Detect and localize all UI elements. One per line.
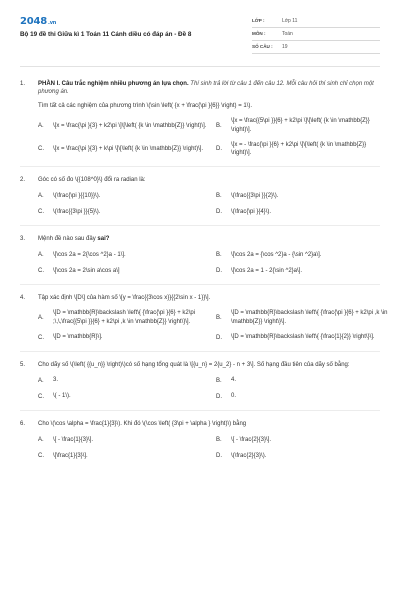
option-letter: D. <box>216 146 222 153</box>
answer-option-d[interactable] <box>216 266 388 276</box>
question-text: Cho dãy số \(\left( {{u_n}} \right)\)có số hạng tổng quát là \[{u_n} = 2{u_2} - n + 3\]. Số hạng đầu tiên của dãy số bằng: <box>38 361 350 368</box>
option-text: \[\cos 2a = {\cos ^2}a - {\sin ^2}a\]. <box>231 251 322 258</box>
option-text: \[\cos 2a = 2{\cos ^2}a - 1\]. <box>53 251 126 258</box>
option-letter: C. <box>38 393 44 400</box>
answer-option-a[interactable] <box>38 191 210 201</box>
meta-row-grade <box>252 15 380 28</box>
answer-option-c[interactable] <box>38 451 210 461</box>
question-divider <box>20 284 380 285</box>
option-letter: B. <box>216 436 222 443</box>
answer-option-c[interactable] <box>38 392 210 402</box>
answer-options <box>20 117 380 158</box>
answer-option-b[interactable] <box>216 191 388 201</box>
option-letter: C. <box>38 146 44 153</box>
answer-options <box>20 376 380 402</box>
answer-option-a[interactable] <box>38 117 210 134</box>
meta-key: LỚP : <box>252 17 265 23</box>
document-meta <box>252 15 380 54</box>
option-text: \[x = - \frac{\pi }{6} + k2\pi \]\[\left( {k \in \mathbb{Z}} \right)\]. <box>231 141 367 157</box>
option-letter: B. <box>216 122 222 129</box>
option-letter: B. <box>216 377 222 384</box>
option-text: \[D = \mathbb{R}\backslash \left\{ {\frac{1}{2}} \right\}\]. <box>231 334 375 341</box>
answer-option-d[interactable] <box>216 451 388 461</box>
option-letter: B. <box>216 314 222 321</box>
question-5 <box>20 361 380 369</box>
meta-key: MÔN : <box>252 30 266 36</box>
logo-suffix: .vn <box>48 20 57 26</box>
question-6 <box>20 420 380 428</box>
option-text: 3. <box>53 377 59 384</box>
question-number: 5. <box>20 361 26 368</box>
option-text: \[D = \mathbb{R}\]. <box>53 334 103 341</box>
question-3 <box>20 235 380 243</box>
option-text: \[\cos 2a = 2\sin a\cos a\] <box>53 267 120 274</box>
question-divider <box>20 166 380 167</box>
answer-option-b[interactable] <box>216 117 388 134</box>
answer-option-c[interactable] <box>38 266 210 276</box>
answer-option-a[interactable] <box>38 250 210 260</box>
option-text: \[ - \frac{2}{3}\]. <box>231 436 272 443</box>
option-text: \[x = \frac{\pi }{3} + k2\pi \]\[\left( {k \in \mathbb{Z}} \right)\]. <box>53 122 207 129</box>
option-letter: B. <box>216 252 222 259</box>
question-number: 3. <box>20 236 26 243</box>
answer-option-c[interactable] <box>38 333 210 343</box>
option-letter: C. <box>38 268 44 275</box>
option-text: 0. <box>231 393 237 400</box>
option-letter: D. <box>216 209 222 216</box>
option-text: \(\frac{{3\pi }}{2}\). <box>231 192 279 199</box>
option-letter: C. <box>38 334 44 341</box>
answer-option-b[interactable] <box>216 309 388 326</box>
option-letter: A. <box>38 122 44 129</box>
site-logo[interactable] <box>20 15 56 29</box>
answer-options <box>20 250 380 276</box>
option-text: \(\frac{2}{3}\). <box>231 452 267 459</box>
question-text-plain: Mệnh đề nào sau đây <box>38 236 98 243</box>
answer-option-d[interactable] <box>216 333 388 343</box>
option-letter: D. <box>216 268 222 275</box>
meta-value: Lớp 11 <box>282 17 298 24</box>
option-text: \[x = \frac{\pi }{3} + k\pi \]\[\left( {k \in \mathbb{Z}} \right)\]. <box>53 146 204 152</box>
option-text: \[D = \mathbb{R}\backslash \left\{ {\frac{\pi }{6} + k2\pi ,k \in \mathbb{Z}} \right\}\]. <box>231 310 388 325</box>
question-divider <box>20 225 380 226</box>
question-divider <box>20 410 380 411</box>
answer-option-b[interactable] <box>216 250 388 260</box>
question-text <box>38 80 380 96</box>
answer-option-a[interactable] <box>38 435 210 445</box>
answer-option-a[interactable] <box>38 309 210 326</box>
option-letter: A. <box>38 436 44 443</box>
answer-options <box>20 309 388 342</box>
question-1 <box>20 80 380 96</box>
option-letter: C. <box>38 209 44 216</box>
option-letter: A. <box>38 193 44 200</box>
meta-row-subject <box>252 28 380 41</box>
option-text: \( - 1\). <box>53 393 71 400</box>
question-divider <box>20 351 380 352</box>
option-text: \[ - \frac{1}{3}\]. <box>53 436 94 443</box>
question-number: 4. <box>20 295 26 302</box>
document-header <box>0 0 400 66</box>
question-text: Cho \(\cos \alpha = \frac{1}{3}\). Khi đó \(\cos \left( {3\pi + \alpha } \right)\) bằng <box>38 420 247 427</box>
question-list <box>20 80 388 461</box>
question-text <box>38 235 380 243</box>
question-text-emphasis: sai? <box>97 236 110 243</box>
question-2 <box>20 176 380 184</box>
answer-options <box>20 191 380 217</box>
option-text: \[x = \frac{{5\pi }}{6} + k2\pi \]\[\left( {k \in \mathbb{Z}} \right)\]. <box>231 118 370 133</box>
answer-option-c[interactable] <box>38 207 210 217</box>
meta-value: Toán <box>282 30 293 37</box>
option-letter: C. <box>38 452 44 459</box>
meta-row-count <box>252 41 380 54</box>
option-text: \(\frac{{3\pi }}{5}\). <box>53 208 101 215</box>
option-letter: D. <box>216 393 222 400</box>
answer-option-a[interactable] <box>38 376 210 386</box>
option-text: \[D = \mathbb{R}\backslash \left\{ {\frac{\pi }{6} + k2\pi ;\,\,\frac{{5\pi }}{6} + k2\pi ,k \in \mathbb{Z}} \right\}\]. <box>53 310 196 325</box>
question-4 <box>20 294 380 302</box>
section-instruction: Thí sinh trả lời từ câu 1 đến câu 12. Mỗi câu hỏi thí sinh chỉ chọn một phương án. <box>38 81 374 96</box>
section-title: PHẦN I. Câu trắc nghiệm nhiều phương án lựa chọn. <box>38 81 189 87</box>
header-divider <box>20 66 380 67</box>
meta-key: SỐ CÂU : <box>252 43 273 49</box>
question-number: 1. <box>20 81 26 87</box>
answer-option-c[interactable] <box>38 141 210 158</box>
option-text: 4. <box>231 377 237 384</box>
option-text: \[\frac{1}{3}\]. <box>53 452 88 459</box>
answer-option-d[interactable] <box>216 207 388 217</box>
option-letter: D. <box>216 334 222 341</box>
question-text: Góc có số đo \({108^0}\) đổi ra radian là: <box>38 177 146 184</box>
answer-option-b[interactable] <box>216 376 388 386</box>
question-number: 2. <box>20 177 26 184</box>
option-text: \[\cos 2a = 1 - 2{\sin ^2}a\]. <box>231 267 303 274</box>
answer-options <box>20 435 380 461</box>
answer-option-d[interactable] <box>216 141 388 158</box>
answer-option-d[interactable] <box>216 392 388 402</box>
question-number: 6. <box>20 420 26 427</box>
option-letter: A. <box>38 252 44 259</box>
option-text: \(\frac{\pi }{4}\). <box>231 208 272 215</box>
option-letter: A. <box>38 377 44 384</box>
logo-text: 2048 <box>20 16 48 27</box>
document-title: Bộ 19 đề thi Giữa kì 1 Toán 11 Cánh diều có đáp án - Đề 8 <box>20 31 192 38</box>
option-letter: A. <box>38 314 44 321</box>
option-text: \(\frac{\pi }{{10}}\). <box>53 192 101 199</box>
question-text: Tập xác định \[D\] của hàm số \[y = \frac{{3\cos x}}{{2\sin x - 1}}\]. <box>38 295 211 302</box>
meta-value: 19 <box>282 43 288 50</box>
question-stem: Tìm tất cả các nghiệm của phương trình \(\sin \left( {x + \frac{\pi }{6}} \right) = 1\). <box>38 103 253 110</box>
answer-option-b[interactable] <box>216 435 388 445</box>
option-letter: D. <box>216 452 222 459</box>
option-letter: B. <box>216 193 222 200</box>
